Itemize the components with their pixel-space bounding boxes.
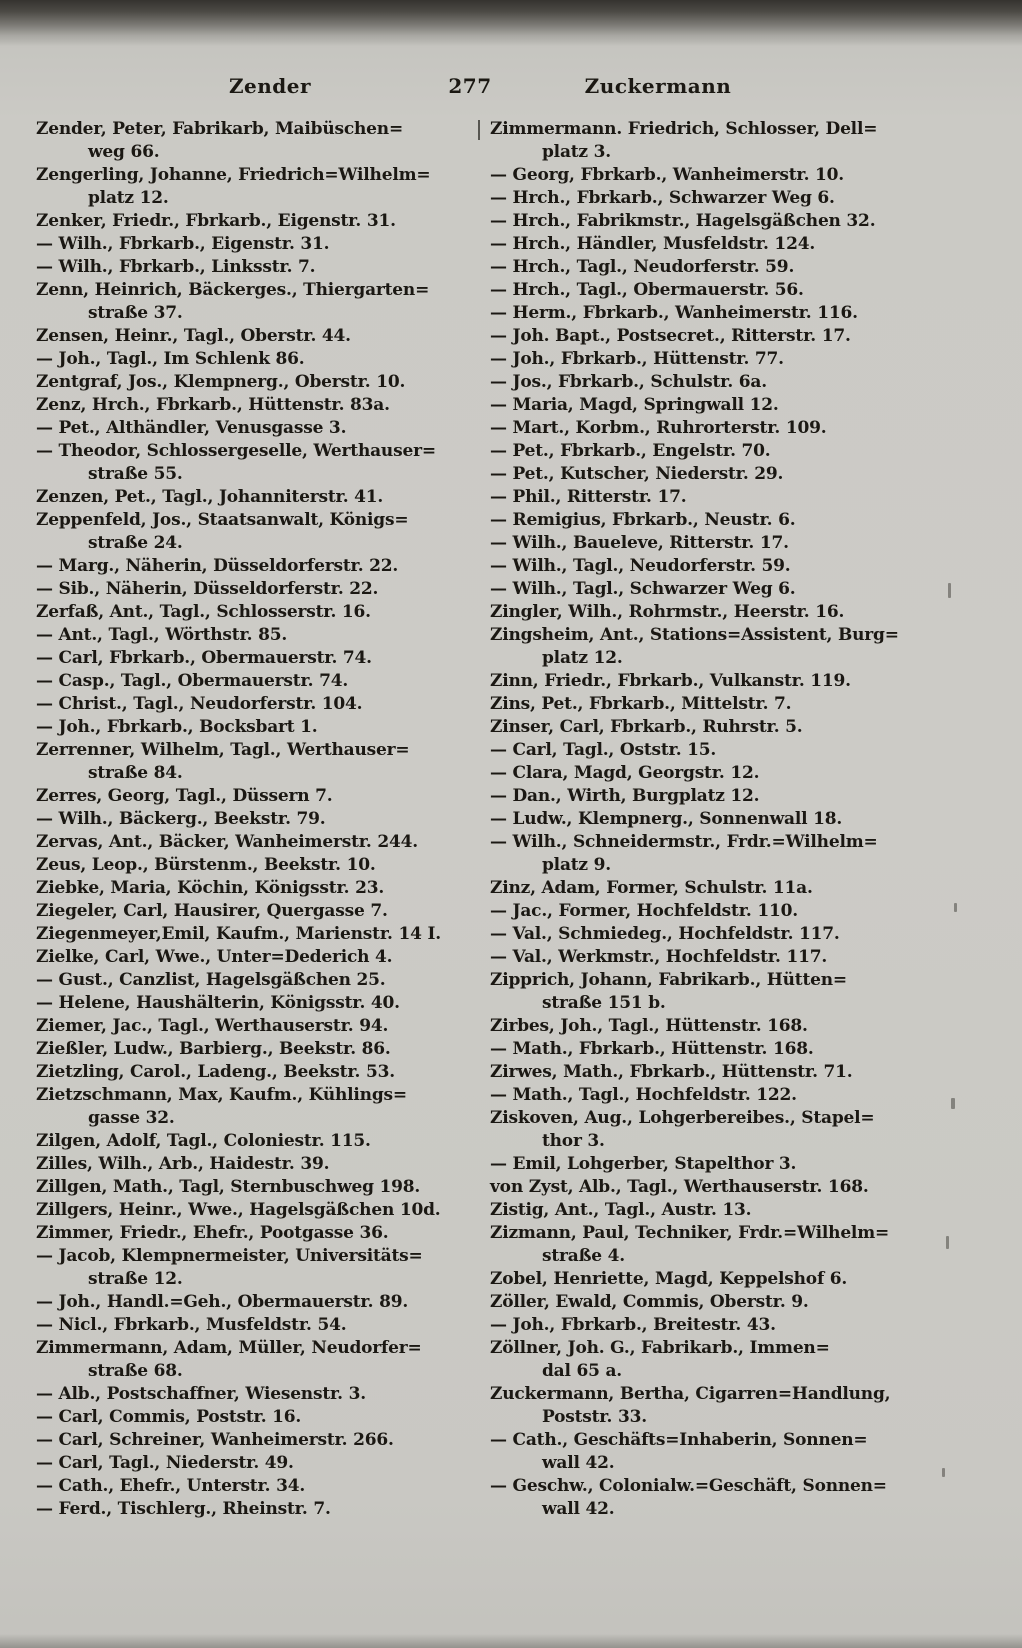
entry-first-line: — Carl, Fbrkarb., Obermauerstr. 74. bbox=[36, 648, 372, 668]
entry-continuation-line: straße 151 b. bbox=[542, 993, 666, 1013]
directory-entry bbox=[490, 923, 980, 946]
entry-first-line: — Theodor, Schlossergeselle, Werthauser= bbox=[36, 441, 436, 461]
directory-entry bbox=[36, 371, 468, 394]
entry-first-line: Zeus, Leop., Bürstenm., Beekstr. 10. bbox=[36, 855, 376, 875]
entry-first-line: — Jos., Fbrkarb., Schulstr. 6a. bbox=[490, 372, 767, 392]
directory-entry bbox=[490, 693, 980, 716]
entry-first-line: Zietzschmann, Max, Kaufm., Kühlings= bbox=[36, 1085, 407, 1105]
directory-entry bbox=[36, 394, 468, 417]
entry-first-line: — Joh., Handl.=Geh., Obermauerstr. 89. bbox=[36, 1292, 409, 1312]
entry-first-line: — Hrch., Tagl., Neudorferstr. 59. bbox=[490, 257, 795, 277]
entry-first-line: Zenker, Friedr., Fbrkarb., Eigenstr. 31. bbox=[36, 211, 396, 231]
directory-entry bbox=[490, 348, 980, 371]
entry-first-line: Zervas, Ant., Bäcker, Wanheimerstr. 244. bbox=[36, 832, 418, 852]
entry-first-line: — Jacob, Klempnermeister, Universitäts= bbox=[36, 1246, 423, 1266]
directory-entry bbox=[490, 1337, 980, 1383]
entry-first-line: Zeppenfeld, Jos., Staatsanwalt, Königs= bbox=[36, 510, 409, 530]
entry-first-line: — Ferd., Tischlerg., Rheinstr. 7. bbox=[36, 1499, 331, 1519]
directory-entry bbox=[36, 992, 468, 1015]
directory-entry bbox=[36, 486, 468, 509]
entry-first-line: — Joh., Tagl., Im Schlenk 86. bbox=[36, 349, 305, 369]
entry-continuation-line: straße 68. bbox=[88, 1361, 183, 1381]
entry-first-line: — Hrch., Fabrikmstr., Hagelsgäßchen 32. bbox=[490, 211, 876, 231]
entry-first-line: — Math., Tagl., Hochfeldstr. 122. bbox=[490, 1085, 797, 1105]
directory-entry bbox=[490, 532, 980, 555]
column-left bbox=[36, 118, 468, 1521]
directory-entry bbox=[490, 1061, 980, 1084]
entry-first-line: — Dan., Wirth, Burgplatz 12. bbox=[490, 786, 760, 806]
directory-entry bbox=[36, 946, 468, 969]
entry-first-line: Zimmermann, Adam, Müller, Neudorfer= bbox=[36, 1338, 422, 1358]
entry-first-line: Zuckermann, Bertha, Cigarren=Handlung, bbox=[490, 1384, 891, 1404]
directory-entry bbox=[490, 302, 980, 325]
directory-entry bbox=[490, 578, 980, 601]
entry-continuation-line: straße 84. bbox=[88, 763, 183, 783]
directory-entry bbox=[36, 1337, 468, 1383]
directory-entry bbox=[490, 256, 980, 279]
scan-edge-top bbox=[0, 0, 1022, 46]
directory-entry bbox=[36, 1176, 468, 1199]
directory-entry bbox=[36, 877, 468, 900]
directory-entry bbox=[36, 808, 468, 831]
entry-first-line: — Pet., Fbrkarb., Engelstr. 70. bbox=[490, 441, 771, 461]
directory-entry bbox=[490, 509, 980, 532]
entry-first-line: Zießler, Ludw., Barbierg., Beekstr. 86. bbox=[36, 1039, 391, 1059]
entry-first-line: — Geschw., Colonialw.=Geschäft, Sonnen= bbox=[490, 1476, 887, 1496]
entry-first-line: Ziskoven, Aug., Lohgerbereibes., Stapel= bbox=[490, 1108, 875, 1128]
running-header bbox=[0, 74, 1022, 102]
directory-entry bbox=[490, 325, 980, 348]
directory-entry bbox=[36, 1291, 468, 1314]
entry-first-line: Zingsheim, Ant., Stations=Assistent, Burg= bbox=[490, 625, 899, 645]
entry-first-line: Zinz, Adam, Former, Schulstr. 11a. bbox=[490, 878, 813, 898]
entry-first-line: — Jac., Former, Hochfeldstr. 110. bbox=[490, 901, 798, 921]
directory-entry bbox=[36, 1222, 468, 1245]
directory-entry bbox=[490, 463, 980, 486]
entry-first-line: — Helene, Haushälterin, Königsstr. 40. bbox=[36, 993, 400, 1013]
directory-columns bbox=[36, 118, 988, 1521]
directory-entry bbox=[490, 486, 980, 509]
entry-continuation-line: wall 42. bbox=[542, 1453, 615, 1473]
entry-first-line: Zirbes, Joh., Tagl., Hüttenstr. 168. bbox=[490, 1016, 808, 1036]
entry-first-line: — Clara, Magd, Georgstr. 12. bbox=[490, 763, 760, 783]
entry-first-line: — Pet., Althändler, Venusgasse 3. bbox=[36, 418, 347, 438]
entry-first-line: Zingler, Wilh., Rohrmstr., Heerstr. 16. bbox=[490, 602, 845, 622]
column-divider-rule bbox=[478, 120, 480, 140]
entry-first-line: Zielke, Carl, Wwe., Unter=Dederich 4. bbox=[36, 947, 393, 967]
entry-first-line: — Christ., Tagl., Neudorferstr. 104. bbox=[36, 694, 363, 714]
directory-entry bbox=[490, 808, 980, 831]
entry-continuation-line: straße 12. bbox=[88, 1269, 183, 1289]
directory-entry bbox=[490, 877, 980, 900]
entry-first-line: — Gust., Canzlist, Hagelsgäßchen 25. bbox=[36, 970, 386, 990]
directory-entry bbox=[36, 1061, 468, 1084]
page-number: 277 bbox=[448, 74, 492, 98]
entry-first-line: Ziegenmeyer,Emil, Kaufm., Marienstr. 14 I. bbox=[36, 924, 441, 944]
directory-entry bbox=[36, 118, 468, 164]
entry-continuation-line: straße 37. bbox=[88, 303, 183, 323]
directory-entry bbox=[36, 210, 468, 233]
directory-entry bbox=[36, 1015, 468, 1038]
entry-first-line: — Mart., Korbm., Ruhrorterstr. 109. bbox=[490, 418, 827, 438]
directory-entry bbox=[490, 210, 980, 233]
entry-continuation-line: wall 42. bbox=[542, 1499, 615, 1519]
directory-entry bbox=[36, 1245, 468, 1291]
catchword-left: Zender bbox=[228, 74, 312, 98]
entry-first-line: — Wilh., Schneidermstr., Frdr.=Wilhelm= bbox=[490, 832, 878, 852]
entry-continuation-line: dal 65 a. bbox=[542, 1361, 622, 1381]
entry-first-line: — Wilh., Baueleve, Ritterstr. 17. bbox=[490, 533, 789, 553]
entry-first-line: — Wilh., Bäckerg., Beekstr. 79. bbox=[36, 809, 326, 829]
entry-first-line: — Hrch., Fbrkarb., Schwarzer Weg 6. bbox=[490, 188, 835, 208]
directory-entry bbox=[490, 1199, 980, 1222]
scan-edge-bottom bbox=[0, 1634, 1022, 1648]
entry-first-line: Zimmer, Friedr., Ehefr., Pootgasse 36. bbox=[36, 1223, 389, 1243]
directory-entry bbox=[490, 716, 980, 739]
entry-first-line: — Cath., Ehefr., Unterstr. 34. bbox=[36, 1476, 306, 1496]
directory-entry bbox=[36, 854, 468, 877]
entry-continuation-line: thor 3. bbox=[542, 1131, 605, 1151]
directory-entry bbox=[36, 601, 468, 624]
entry-first-line: — Val., Schmiedeg., Hochfeldstr. 117. bbox=[490, 924, 840, 944]
directory-entry bbox=[490, 440, 980, 463]
entry-first-line: — Pet., Kutscher, Niederstr. 29. bbox=[490, 464, 784, 484]
directory-entry bbox=[490, 1268, 980, 1291]
entry-first-line: Ziegeler, Carl, Hausirer, Quergasse 7. bbox=[36, 901, 388, 921]
scan-speckle bbox=[948, 583, 951, 598]
directory-entry bbox=[36, 739, 468, 785]
entry-first-line: — Carl, Tagl., Oststr. 15. bbox=[490, 740, 717, 760]
directory-entry bbox=[490, 831, 980, 877]
directory-entry bbox=[36, 1498, 468, 1521]
directory-entry bbox=[490, 969, 980, 1015]
directory-entry bbox=[36, 1406, 468, 1429]
scan-speckle bbox=[946, 1236, 949, 1249]
directory-entry bbox=[36, 716, 468, 739]
entry-first-line: — Joh., Fbrkarb., Hüttenstr. 77. bbox=[490, 349, 784, 369]
entry-first-line: — Carl, Schreiner, Wanheimerstr. 266. bbox=[36, 1430, 394, 1450]
directory-entry bbox=[490, 946, 980, 969]
entry-first-line: von Zyst, Alb., Tagl., Werthauserstr. 168. bbox=[490, 1177, 869, 1197]
entry-first-line: Zinn, Friedr., Fbrkarb., Vulkanstr. 119. bbox=[490, 671, 851, 691]
entry-first-line: Zenn, Heinrich, Bäckerges., Thiergarten= bbox=[36, 280, 430, 300]
entry-first-line: Zender, Peter, Fabrikarb, Maibüschen= bbox=[36, 119, 403, 139]
directory-entry bbox=[36, 923, 468, 946]
entry-first-line: — Georg, Fbrkarb., Wanheimerstr. 10. bbox=[490, 165, 844, 185]
directory-entry bbox=[490, 1038, 980, 1061]
directory-entry bbox=[36, 348, 468, 371]
directory-entry bbox=[36, 440, 468, 486]
directory-entry bbox=[490, 670, 980, 693]
entry-first-line: Zinser, Carl, Fbrkarb., Ruhrstr. 5. bbox=[490, 717, 803, 737]
entry-first-line: — Math., Fbrkarb., Hüttenstr. 168. bbox=[490, 1039, 814, 1059]
directory-entry bbox=[490, 371, 980, 394]
entry-first-line: Zentgraf, Jos., Klempnerg., Oberstr. 10. bbox=[36, 372, 406, 392]
entry-first-line: Zilles, Wilh., Arb., Haidestr. 39. bbox=[36, 1154, 330, 1174]
entry-first-line: — Joh., Fbrkarb., Bocksbart 1. bbox=[36, 717, 318, 737]
directory-entry bbox=[490, 1015, 980, 1038]
entry-first-line: Ziemer, Jac., Tagl., Werthauserstr. 94. bbox=[36, 1016, 389, 1036]
column-right bbox=[490, 118, 980, 1521]
entry-continuation-line: straße 4. bbox=[542, 1246, 625, 1266]
entry-continuation-line: Poststr. 33. bbox=[542, 1407, 647, 1427]
directory-entry bbox=[36, 1475, 468, 1498]
entry-first-line: — Herm., Fbrkarb., Wanheimerstr. 116. bbox=[490, 303, 858, 323]
entry-first-line: — Sib., Näherin, Düsseldorferstr. 22. bbox=[36, 579, 379, 599]
entry-first-line: — Phil., Ritterstr. 17. bbox=[490, 487, 687, 507]
entry-first-line: Zerrenner, Wilhelm, Tagl., Werthauser= bbox=[36, 740, 410, 760]
directory-entry bbox=[36, 1452, 468, 1475]
directory-entry bbox=[36, 693, 468, 716]
entry-first-line: Zirwes, Math., Fbrkarb., Hüttenstr. 71. bbox=[490, 1062, 853, 1082]
entry-first-line: Zerres, Georg, Tagl., Düssern 7. bbox=[36, 786, 333, 806]
catchword-right: Zuckermann bbox=[584, 74, 732, 98]
directory-entry bbox=[490, 624, 980, 670]
directory-entry bbox=[36, 279, 468, 325]
entry-first-line: — Wilh., Tagl., Neudorferstr. 59. bbox=[490, 556, 791, 576]
directory-entry bbox=[36, 831, 468, 854]
directory-entry bbox=[36, 647, 468, 670]
entry-first-line: Zietzling, Carol., Ladeng., Beekstr. 53. bbox=[36, 1062, 395, 1082]
scan-speckle bbox=[951, 1098, 955, 1109]
directory-entry bbox=[490, 187, 980, 210]
entry-first-line: — Hrch., Tagl., Obermauerstr. 56. bbox=[490, 280, 804, 300]
entry-continuation-line: platz 12. bbox=[88, 188, 169, 208]
entry-first-line: — Wilh., Fbrkarb., Linksstr. 7. bbox=[36, 257, 316, 277]
directory-entry bbox=[36, 900, 468, 923]
entry-first-line: Zillgers, Heinr., Wwe., Hagelsgäßchen 10d. bbox=[36, 1200, 441, 1220]
entry-continuation-line: gasse 32. bbox=[88, 1108, 175, 1128]
directory-entry bbox=[36, 417, 468, 440]
directory-entry bbox=[490, 900, 980, 923]
directory-entry bbox=[36, 1153, 468, 1176]
entry-continuation-line: platz 12. bbox=[542, 648, 623, 668]
entry-first-line: — Ludw., Klempnerg., Sonnenwall 18. bbox=[490, 809, 843, 829]
entry-continuation-line: straße 24. bbox=[88, 533, 183, 553]
directory-entry bbox=[490, 601, 980, 624]
directory-entry bbox=[36, 624, 468, 647]
directory-entry bbox=[490, 1291, 980, 1314]
directory-entry bbox=[36, 1199, 468, 1222]
entry-first-line: — Cath., Geschäfts=Inhaberin, Sonnen= bbox=[490, 1430, 868, 1450]
entry-first-line: Zöllner, Joh. G., Fabrikarb., Immen= bbox=[490, 1338, 830, 1358]
directory-entry bbox=[36, 325, 468, 348]
entry-first-line: — Emil, Lohgerber, Stapelthor 3. bbox=[490, 1154, 797, 1174]
entry-first-line: Zensen, Heinr., Tagl., Oberstr. 44. bbox=[36, 326, 351, 346]
directory-entry bbox=[36, 1314, 468, 1337]
directory-entry bbox=[36, 1038, 468, 1061]
entry-first-line: — Ant., Tagl., Wörthstr. 85. bbox=[36, 625, 288, 645]
directory-entry bbox=[36, 164, 468, 210]
directory-entry bbox=[490, 1383, 980, 1429]
entry-first-line: — Alb., Postschaffner, Wiesenstr. 3. bbox=[36, 1384, 366, 1404]
entry-first-line: — Wilh., Fbrkarb., Eigenstr. 31. bbox=[36, 234, 330, 254]
entry-first-line: — Remigius, Fbrkarb., Neustr. 6. bbox=[490, 510, 796, 530]
entry-first-line: Zistig, Ant., Tagl., Austr. 13. bbox=[490, 1200, 752, 1220]
directory-entry bbox=[36, 1084, 468, 1130]
entry-first-line: — Hrch., Händler, Musfeldstr. 124. bbox=[490, 234, 816, 254]
entry-first-line: — Wilh., Tagl., Schwarzer Weg 6. bbox=[490, 579, 796, 599]
directory-entry bbox=[490, 1429, 980, 1475]
directory-entry bbox=[490, 417, 980, 440]
directory-entry bbox=[490, 233, 980, 256]
entry-first-line: Zimmermann. Friedrich, Schlosser, Dell= bbox=[490, 119, 878, 139]
directory-entry bbox=[36, 256, 468, 279]
entry-first-line: — Marg., Näherin, Düsseldorferstr. 22. bbox=[36, 556, 399, 576]
entry-first-line: Zins, Pet., Fbrkarb., Mittelstr. 7. bbox=[490, 694, 792, 714]
directory-entry bbox=[36, 1383, 468, 1406]
column-gap bbox=[468, 118, 490, 1521]
entry-first-line: — Nicl., Fbrkarb., Musfeldstr. 54. bbox=[36, 1315, 347, 1335]
directory-entry bbox=[36, 969, 468, 992]
directory-entry bbox=[36, 233, 468, 256]
directory-entry bbox=[490, 1475, 980, 1521]
directory-entry bbox=[36, 578, 468, 601]
entry-first-line: — Joh. Bapt., Postsecret., Ritterstr. 17. bbox=[490, 326, 851, 346]
entry-first-line: Zobel, Henriette, Magd, Keppelshof 6. bbox=[490, 1269, 848, 1289]
directory-entry bbox=[36, 785, 468, 808]
entry-first-line: Zenz, Hrch., Fbrkarb., Hüttenstr. 83a. bbox=[36, 395, 390, 415]
directory-entry bbox=[490, 785, 980, 808]
directory-entry bbox=[36, 555, 468, 578]
scan-speckle bbox=[954, 903, 957, 912]
directory-entry bbox=[490, 164, 980, 187]
entry-first-line: — Val., Werkmstr., Hochfeldstr. 117. bbox=[490, 947, 828, 967]
entry-first-line: Zenzen, Pet., Tagl., Johanniterstr. 41. bbox=[36, 487, 384, 507]
entry-first-line: Ziebke, Maria, Köchin, Königsstr. 23. bbox=[36, 878, 385, 898]
directory-entry bbox=[490, 1153, 980, 1176]
entry-first-line: Zöller, Ewald, Commis, Oberstr. 9. bbox=[490, 1292, 809, 1312]
directory-entry bbox=[490, 739, 980, 762]
directory-entry bbox=[36, 670, 468, 693]
entry-continuation-line: platz 3. bbox=[542, 142, 611, 162]
directory-entry bbox=[490, 1107, 980, 1153]
entry-first-line: Zengerling, Johanne, Friedrich=Wilhelm= bbox=[36, 165, 431, 185]
directory-entry bbox=[490, 1084, 980, 1107]
entry-first-line: Zizmann, Paul, Techniker, Frdr.=Wilhelm= bbox=[490, 1223, 890, 1243]
directory-entry bbox=[490, 762, 980, 785]
entry-first-line: Zillgen, Math., Tagl, Sternbuschweg 198. bbox=[36, 1177, 421, 1197]
entry-first-line: — Casp., Tagl., Obermauerstr. 74. bbox=[36, 671, 349, 691]
directory-entry bbox=[490, 1222, 980, 1268]
entry-continuation-line: platz 9. bbox=[542, 855, 611, 875]
directory-entry bbox=[490, 555, 980, 578]
directory-entry bbox=[490, 1176, 980, 1199]
directory-entry bbox=[36, 1130, 468, 1153]
entry-first-line: — Joh., Fbrkarb., Breitestr. 43. bbox=[490, 1315, 776, 1335]
entry-first-line: Zipprich, Johann, Fabrikarb., Hütten= bbox=[490, 970, 847, 990]
directory-entry bbox=[490, 279, 980, 302]
entry-first-line: — Carl, Commis, Poststr. 16. bbox=[36, 1407, 302, 1427]
entry-first-line: Zilgen, Adolf, Tagl., Coloniestr. 115. bbox=[36, 1131, 371, 1151]
scan-speckle bbox=[942, 1468, 945, 1477]
directory-entry bbox=[36, 1429, 468, 1452]
entry-first-line: Zerfaß, Ant., Tagl., Schlosserstr. 16. bbox=[36, 602, 371, 622]
directory-entry bbox=[36, 509, 468, 555]
entry-continuation-line: straße 55. bbox=[88, 464, 183, 484]
entry-first-line: — Maria, Magd, Springwall 12. bbox=[490, 395, 779, 415]
entry-continuation-line: weg 66. bbox=[88, 142, 160, 162]
directory-entry bbox=[490, 394, 980, 417]
entry-first-line: — Carl, Tagl., Niederstr. 49. bbox=[36, 1453, 294, 1473]
directory-entry bbox=[490, 1314, 980, 1337]
directory-entry bbox=[490, 118, 980, 164]
